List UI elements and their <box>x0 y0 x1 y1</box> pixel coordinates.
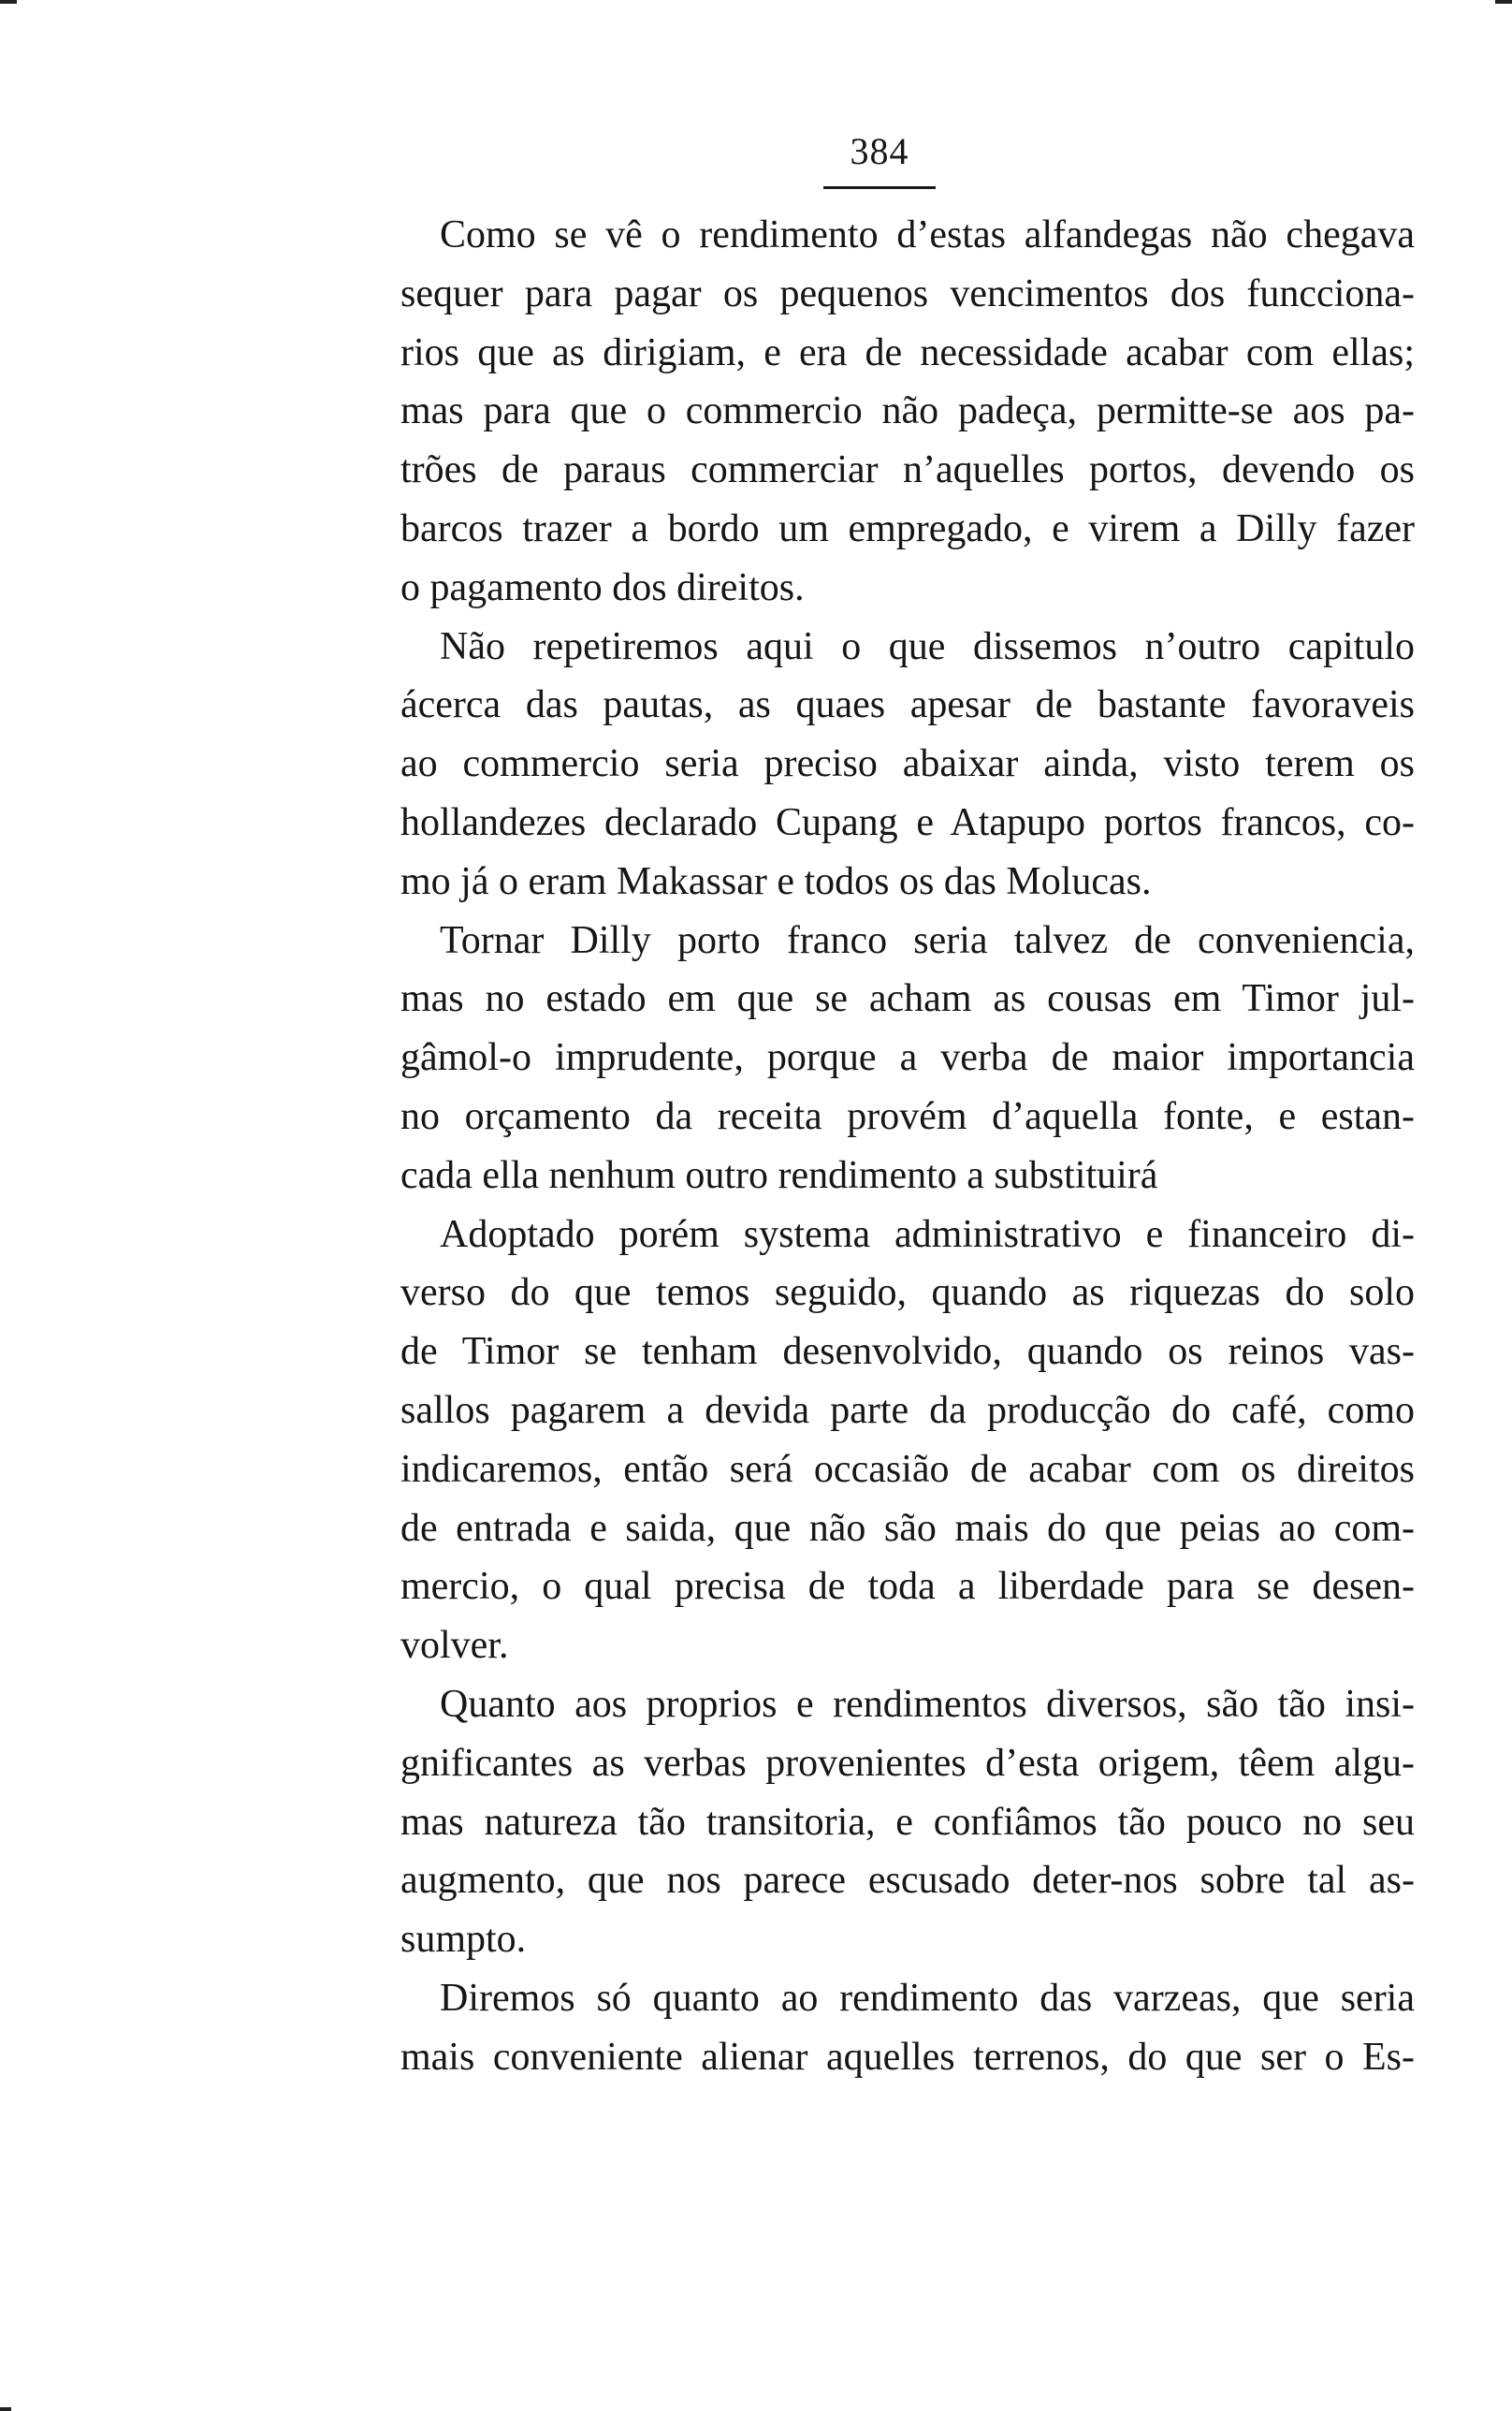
text-line: sequer para pagar os pequenos vencimentos dos funcciona- <box>400 271 1415 315</box>
text-line: mo já o eram Makassar e todos os das Molucas. <box>400 859 1152 903</box>
text-line: mais conveniente alienar aquelles terrenos, do que ser o Es- <box>400 2035 1415 2079</box>
paragraph-5 <box>400 1675 1415 1969</box>
text-line: de Timor se tenham desenvolvido, quando os reinos vas- <box>400 1330 1415 1374</box>
text-line: o pagamento dos direitos. <box>400 565 805 609</box>
text-line: ácerca das pautas, as quaes apesar de bastante favoraveis <box>400 683 1415 727</box>
text-line: rios que as dirigiam, e era de necessidade acabar com ellas; <box>400 330 1415 374</box>
text-line: ao commercio seria preciso abaixar ainda, visto terem os <box>400 742 1415 786</box>
text-line: gnificantes as verbas provenientes d’esta origem, têem algu- <box>400 1741 1415 1785</box>
text-line: gâmol-o imprudente, porque a verba de maior importancia <box>400 1036 1415 1080</box>
text-line: sumpto. <box>400 1918 527 1962</box>
text-line: Como se vê o rendimento d’estas alfandegas não chegava <box>440 213 1415 256</box>
text-line: hollandezes declarado Cupang e Atapupo portos francos, co- <box>400 800 1415 844</box>
paragraph-4 <box>400 1206 1415 1675</box>
text-line: Não repetiremos aqui o que dissemos n’outro capitulo <box>440 624 1415 668</box>
text-line: trões de paraus commerciar n’aquelles portos, devendo os <box>400 448 1415 492</box>
text-line: mas para que o commercio não padeça, permitte-se aos pa- <box>400 389 1415 433</box>
paragraph-6 <box>400 1969 1415 2087</box>
scan-corner-mark-bottom-left <box>0 2407 11 2411</box>
text-line: mas natureza tão transitoria, e confiâmos tão pouco no seu <box>400 1800 1415 1844</box>
scan-corner-mark-top-right <box>1495 0 1512 4</box>
text-line: cada ella nenhum outro rendimento a substituirá <box>400 1153 1158 1197</box>
paragraph-1 <box>400 206 1415 618</box>
text-line: de entrada e saida, que não são mais do que peias ao com- <box>400 1506 1415 1550</box>
text-line: sallos pagarem a devida parte da producção do café, como <box>400 1388 1415 1432</box>
body-text <box>400 206 1415 2087</box>
page-number: 384 <box>850 130 909 172</box>
paragraph-3 <box>400 912 1415 1206</box>
text-line: mercio, o qual precisa de toda a liberdade para se desen- <box>400 1565 1415 1609</box>
text-line: Diremos só quanto ao rendimento das varzeas, que seria <box>440 1976 1415 2020</box>
text-line: Tornar Dilly porto franco seria talvez de conveniencia, <box>440 918 1415 962</box>
text-line: volver. <box>400 1624 509 1668</box>
scan-corner-mark-top-left <box>0 0 17 4</box>
paragraph-2 <box>400 618 1415 912</box>
text-line: barcos trazer a bordo um empregado, e virem a Dilly fazer <box>400 506 1415 550</box>
text-line: Adoptado porém systema administrativo e financeiro di- <box>440 1212 1415 1256</box>
text-line: Quanto aos proprios e rendimentos diversos, são tão insi- <box>440 1682 1415 1726</box>
text-line: verso do que temos seguido, quando as riquezas do solo <box>400 1271 1415 1315</box>
text-line: indicaremos, então será occasião de acabar com os direitos <box>400 1447 1415 1491</box>
text-line: augmento, que nos parece escusado deter-nos sobre tal as- <box>400 1859 1415 1903</box>
text-line: no orçamento da receita provém d’aquella fonte, e estan- <box>400 1094 1415 1138</box>
page-number-rule <box>823 186 936 189</box>
text-line: mas no estado em que se acham as cousas em Timor jul- <box>400 977 1415 1021</box>
